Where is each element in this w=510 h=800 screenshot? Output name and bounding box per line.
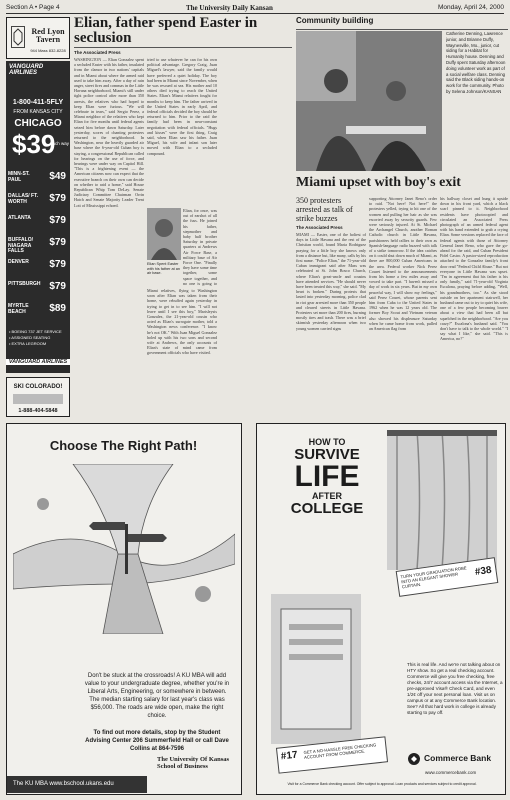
lion-crest-icon <box>11 26 25 48</box>
miami-byline: The Associated Press <box>296 225 343 230</box>
miami-headline-block <box>296 175 508 193</box>
vanguard-ad[interactable] <box>6 61 70 373</box>
miami-col-2: supporting Attorney Janet Reno's order to raid. "Not here! Not here!" the protesters yelled, trying to hit one of the women and pulling her hair as she was escorted away by security guards. Few were seriously injured. At St. Michael the Archangel Church, another Roman Catholic church in Little Havana, parishioners held rallies to their own as Spanish-language radio buzzed with talk of a strike tomorrow. If the idea catches on it could shut down much of Miami, as there are 800,000 Cuban Americans in the area. Federal worker Nick Perez Couret listened to the announcements from his home a few miles away and vowed to take part. "I haven't missed a day of work in six years. But in my own peaceful way, I will show my feelings," said Perez Couret, whose parents sent him from Cuba to the United States in 1962 when he was 12 years old. The former Boy Scout and Vietnam veteran also showed his displeasure Saturday when he came home from work, pulled an American flag from <box>369 196 437 332</box>
checkbook-photo <box>271 594 361 744</box>
red-lyon-ad[interactable] <box>6 17 70 59</box>
vanguard-logo: VANGUARD AIRLINES <box>9 64 44 76</box>
elian-headline: Elian, father spend Easter in seclusion <box>74 15 258 46</box>
elian-col-4: Miami relatives, flying to Washington soon after Elian was taken from their home, were rebuffed again yesterday in trying to get in to see him. "I will not leave until I see this boy," Marisleysis Gonzalez, the 21-year-old cousin who acted as Elian's surrogate mother, told a Washington news conference. "I know he's not OK." With Juan Miguel Gonzalez holed up with his two sons and second wife at Andrews, the only accounts of Elian's state of mind came from government officials who have visited. <box>147 288 217 356</box>
miami-headline: Miami upset with boy's exit <box>296 175 461 190</box>
ski-title: SKI COLORADO! <box>13 384 63 390</box>
route-row: BUFFALO/ NIAGARA FALLS $79 <box>8 237 66 255</box>
elian-col-3: Elian, for once, was out of earshot of all the fuss. He joined his father, stepmother and baby half brother Saturday in private quarters at Andrews Air Force Base, a military base of Air Force One. "Finally they have some time together, some space together, and no one is going to <box>183 208 217 286</box>
route-row: ATLANTA $79 <box>8 215 66 226</box>
miami-col-1: MIAMI — Easter, one of the holiest of days in Little Havana and the rest of the Christian world, found Maria Rodriguez praying for a little boy she knows only from a distance but, like many, calls by his first name. "Police Elian," the 71-year-old Cuban immigrant said after Mass was celebrated at St. John Bosco Church, where Elian's great-uncle and cousins have attended services. "He should never have been treated this way," she said. "My heart is broken." During protests that lasted into yesterday morning, police clad in riot gear arrested more than 350 people and cleared streets in Little Havana. Protesters set more than 200 fires, burning mostly tires and trash. There was a brief skirmish yesterday afternoon when two young women carried signs <box>296 232 366 331</box>
section-label: Section A • Page 4 <box>6 4 60 11</box>
elian-photo-caption: Elian Spent Easter with his father at an air base. <box>147 262 180 275</box>
ku-mba-ad[interactable] <box>6 423 242 795</box>
tag-free-checking: #17 GET A NO-HASSLE FREE CHECKING ACCOUNT FROM COMMERCE. <box>276 736 388 773</box>
community-photo <box>296 31 442 171</box>
vanguard-phone: 1-800-411-5FLY <box>12 99 64 106</box>
shower-curtain-photo <box>387 430 497 570</box>
miami-col-3: his hallway closet and hung it upside down in his front yard, which a black scarf pinned to it. Neighborhood residents have photocopied and circulated an Associated Press photograph of an armed federal agent with his hand extended to grab a crying Elian. Some versions replaced the face of federal agents with those of Attorney General Janet Reno, who gave the go-ahead for the raid, and Cuban President Fidel Castro. A pastor-sized reproduction attached to the Gonzalez family's front door read "Federal Child Abuse." But not everyone in Little Havana was upset. "I'm in agreement that his father is his only family," said 71-year-old Virginia Escalona, praying before adding, "Well, his grandmothers, too." As she stood outside on her apartment stairwell, her husband came out to try to quiet his wife, one of a few people becoming braver about a view that had been all but squelched in the neighborhood. "Are you crazy?" Escalona's husband said. "You don't have to talk to the whole world." "I say what I like," she said. "This is America, no?" <box>440 196 508 342</box>
vanguard-footer: VANGUARD AIRLINES <box>6 359 70 365</box>
vanguard-route-list <box>6 169 70 325</box>
elian-byline: The Associated Press <box>74 50 121 55</box>
ski-banner <box>13 394 63 404</box>
vanguard-hub: CHICAGO <box>14 118 62 129</box>
miami-subhead: 350 protesters arrested as talk of strike buzzes <box>296 196 353 223</box>
issue-date: Monday, April 24, 2000 <box>437 4 504 11</box>
commerce-logo <box>407 750 503 768</box>
elian-headline-block <box>74 16 292 48</box>
route-row: DALLAS/ FT. WORTH $79 <box>8 193 66 205</box>
ku-mba-title: Choose The Right Path! <box>49 438 198 453</box>
ku-mba-contact: To find out more details, stop by the Student Advising Center 206 Summerfield Hall or call Dave Collins at 864-7596 <box>85 730 229 752</box>
commerce-site[interactable]: www.commercebank.com <box>425 770 477 775</box>
route-row: DENVER $79 <box>8 259 66 270</box>
commerce-bank-ad[interactable] <box>256 423 506 795</box>
commerce-emblem-icon <box>407 752 421 766</box>
crossroads-illustration <box>13 464 235 634</box>
tag-graduation-robe: TURN YOUR GRADUATION ROBE INTO AN ELEGANT SHOWER CURTAIN. #38 <box>396 557 499 597</box>
paper-name: The University Daily Kansan <box>186 4 273 12</box>
route-row: MYRTLE BEACH $89 <box>8 303 66 315</box>
community-header <box>296 16 508 30</box>
community-caption: Catherine Denning, Lawrence junior, and Brianne Duffy, Waynesville, Mo., junior, cut siding for a Habitat for Humanity house. Denning and Duffy spent Saturday afternoon doing volunteer work as part of a social welfare class. Denning said the Black siding hands-on work for the community. Photo by Selena Johnson/KANSAN <box>446 31 506 94</box>
ski-phone: 1-888-404-5848 <box>18 408 58 414</box>
red-lyon-address: 944 Mass 832-8228 <box>30 48 66 53</box>
vanguard-perks: • BOEING 737 JET SERVICE • ASSIGNED SEATING • EXTRA LEGROOM <box>9 329 62 346</box>
red-lyon-name: Red Lyon Tavern <box>31 27 65 44</box>
vanguard-from: FROM KANSAS CITY <box>13 109 63 115</box>
page-header <box>6 2 504 14</box>
ku-school-logo: The University Of Kansas School of Business <box>157 756 230 770</box>
ku-mba-body: Don't be stuck at the crossroads! A KU MBA will add value to your undergraduate degree, whether you're in Liberal Arts, Engineering, or somewhere in between. The median starting salary for last year's class was $56,000. The roads are wide open, make the right choice. <box>84 673 230 719</box>
route-row: MINN-ST. PAUL $49 <box>8 171 66 183</box>
commerce-brand: Commerce Bank <box>424 753 492 763</box>
elian-col-2: tried to use whatever he can for his own political advantage. Gregory Craig, Juan Miguel's lawyer, said the family would have preferred a quiet holiday. The boy had been in Miami since November, when he was rescued at sea. His mother and 10 others died trying to reach the United States. Elian's Miami relatives fought for months to keep him. The father arrived in the United States in early April, and federal officials decided the boy should be returned to him. Prior to the raid the family had been in near-constant negotiation with federal officials. "Hugs and kisses" were the first thing, Craig said, when Elian saw his father. Juan Miguel, his wife and infant son later moved with Elian to a secluded compound. <box>147 57 217 156</box>
ku-mba-url[interactable]: The KU MBA www.bschool.ukans.edu <box>7 776 147 793</box>
elian-photo <box>147 208 181 260</box>
vanguard-hub-note: each way <box>50 141 70 146</box>
route-row: PITTSBURGH $79 <box>8 281 66 292</box>
community-title: Community building <box>296 16 374 25</box>
commerce-fine-print: Visit for a Commerce Bank checking account. Offer subject to approval. Loan products and services subject to credit approval. <box>287 782 477 786</box>
survive-life-title: HOW TO SURVIVE LIFE AFTER COLLEGE <box>290 437 364 517</box>
elian-col-1: WASHINGTON — Elian Gonzalez spent a secluded Easter with his father, insulated from the clamor in two nations' capitals and in Miami about where the armed raid used to take him away. After a day of rain anger, street fires and commas in the Little Havana neighborhood, Miami's still under tight police control after more than 350 arrests, the relatives who had hoped to keep Elian were furious. "We will celebrate in tears," said Sergio Perez, a Miami neighbor of the relatives who kept Elian for five months until federal agents seized him before dawn Saturday. Later yesterday, scores of chanting protesters returned to the neighborhood. In Washington, near the heavily guarded air base where the 6-year-old Cuban boy is staying, a congressional Republican called for hearings on the use of force, and hearings were under way on Capitol Hill. "This is a frightening event — the American citizens now can expect that the executive branch on their own can decide on whether to raid a home," said House Republican Whip Tom DeLay. Senate Judiciary Committee Chairman Orrin Hatch and Senate Majority Leader Trent Lott of Mississippi echoed. <box>74 57 144 208</box>
vanguard-hub-price: $39 <box>12 129 56 159</box>
ski-colorado-ad[interactable] <box>6 377 70 417</box>
commerce-copy: This is real life. And we're not talking about on HTY show. So get a real checking account. Commerce will give you free checking, free checks, 24/7 account access via the Internet, a pre-approved Visa® Check Card, and even 1/2¢ off your next personal loan. Visit us on campus or at any Commerce Bank location. See? All that hard work in college is already starting to pay off. <box>407 662 503 715</box>
